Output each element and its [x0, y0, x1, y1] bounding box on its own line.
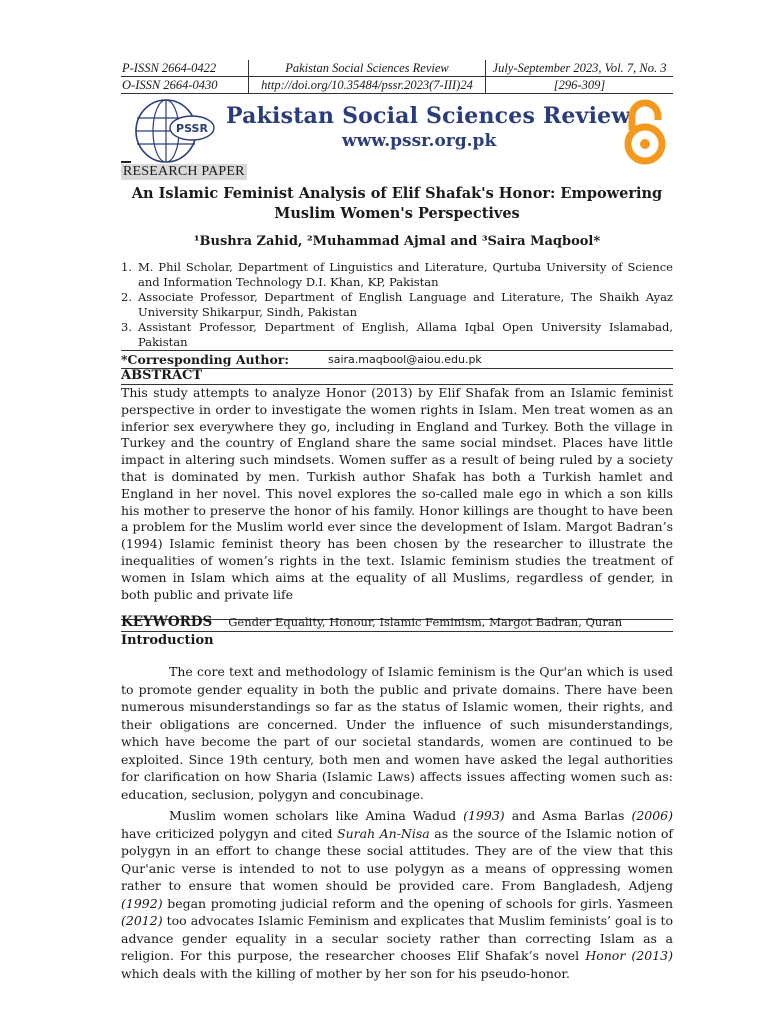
- affiliation-text: Associate Professor, Department of English Language and Literature, The Shaikh Ayaz University Shikarpur, Sindh, Pakistan: [138, 290, 673, 319]
- o-issn: O-ISSN 2664-0430: [121, 77, 249, 93]
- affiliation-item: [121, 260, 673, 290]
- affiliation-text: Assistant Professor, Department of English, Allama Iqbal Open University Islamabad, Pakistan: [138, 320, 673, 349]
- globe-logo-icon: [132, 96, 224, 166]
- journal-url[interactable]: www.pssr.org.pk: [342, 131, 497, 151]
- citation-year: (1992): [121, 895, 163, 911]
- p2-text: as the source of the Islamic notion of polygyn in an effort to change these social attitudes. They are of the view that this Qur'anic verse is intended to not to use polygyn as a means of oppressing women rather to ensure that women should be provided care. From Bangladesh, Adjeng: [121, 825, 674, 893]
- citation-year: (1993): [463, 808, 505, 823]
- doi-link[interactable]: http://doi.org/10.35484/pssr.2023(7-III)24: [249, 77, 486, 93]
- affiliation-text: M. Phil Scholar, Department of Linguistics and Literature, Qurtuba University of Science and Information Technology D.I. Khan, KP, Pakistan: [138, 260, 673, 289]
- keywords-heading: KEYWORDS: [121, 614, 213, 630]
- affiliation-number: 1.: [121, 260, 132, 274]
- introduction-paragraph-1: The core text and methodology of Islamic feminism is the Qur'an which is used to promote gender equality in both the public and private domains. There have been numerous misunderstandings so far as the status of Islamic women, their rights, and their obligations are concerned. Under the influence of such misunderstandings, which have become the part of our societal standards, women are continued to be exploited. Since 19th century, both men and women have asked the legal authorities for clarification on how Sharia (Islamic Laws) affects issues affecting women such as: education, seclusion, polygyn and concubinage.: [121, 664, 673, 802]
- corresponding-author-email[interactable]: saira.maqbool@aiou.edu.pk: [328, 353, 482, 366]
- corresponding-author-label: *Corresponding Author:: [121, 352, 290, 367]
- novel-title: Honor (2013): [585, 948, 673, 963]
- logo-badge-text: PSSR: [176, 122, 208, 135]
- meta-row-1: [121, 60, 673, 77]
- affiliations-list: [121, 260, 673, 350]
- introduction-paragraph-2: [121, 807, 673, 982]
- abstract-text: This study attempts to analyze Honor (2013) by Elif Shafak from an Islamic feminist perspective in order to investigate the women rights in Islam. Men treat women as an inferior sex everywhere they go, including in England and Turkey. Both the village in Turkey and the country of England share the same social mindset. Places have little impact in altering such mindsets. Women suffer as a result of being ruled by a society that is dominated by men. Turkish author Shafak has both a Turkish hamlet and England in her novel. This novel explores the so-called male ego in which a son kills his mother to preserve the honor of his family. Honor killings are thought to have been a problem for the Muslim world ever since the development of Islam. Margot Badran’s (1994) Islamic feminist theory has been chosen by the researcher to illustrate the inequalities of women’s rights in the text. Islamic feminism studies the treatment of women in Islam which aims at the equality of all Muslims, regardless of gender, in both public and private life: [121, 385, 673, 620]
- affiliation-number: 3.: [121, 320, 132, 334]
- author-list: ¹Bushra Zahid, ²Muhammad Ajmal and ³Saira Maqbool*: [193, 234, 601, 249]
- p2-text: began promoting judicial reform and the opening of schools for girls. Yasmeen: [162, 895, 673, 911]
- paper-type-label: RESEARCH PAPER: [123, 164, 245, 179]
- p2-text: and Asma Barlas: [504, 808, 632, 823]
- keywords-text: Gender Equality, Honour, Islamic Feminism, Margot Badran, Quran: [228, 615, 623, 629]
- paper-title: An Islamic Feminist Analysis of Elif Shafak's Honor: Empowering Muslim Women's Perspectives: [131, 185, 663, 222]
- header-rule: [121, 161, 131, 163]
- surah-name: Surah An-Nisa: [337, 825, 430, 841]
- p-issn: P-ISSN 2664-0422: [121, 60, 249, 76]
- issue-info: July-September 2023, Vol. 7, No. 3: [492, 61, 667, 75]
- journal-name-meta: Pakistan Social Sciences Review: [249, 60, 486, 76]
- page-range: [296-309]: [553, 78, 606, 92]
- citation-year: (2006): [631, 808, 674, 823]
- open-access-icon: [612, 98, 676, 166]
- p2-text: Muslim women scholars like Amina Wadud: [169, 808, 464, 823]
- affiliation-item: [121, 320, 673, 350]
- introduction-heading: Introduction: [121, 633, 214, 648]
- affiliation-item: [121, 290, 673, 320]
- meta-row-2: [121, 77, 673, 94]
- header-meta-table: [121, 60, 673, 94]
- p2-text: too advocates Islamic Feminism and explicates that Muslim feminists’ goal is to advance gender equality in a secular society rather than correcting Islam as a religion. For this purpose, the researcher chooses Elif Shafak’s novel: [121, 913, 673, 963]
- keywords-row: [121, 613, 673, 632]
- citation-year: (2012): [121, 913, 163, 928]
- journal-logo-name: Pakistan Social Sciences Review: [226, 103, 631, 129]
- affiliation-number: 2.: [121, 290, 132, 304]
- p2-text: which deals with the killing of mother by her son for his pseudo-honor.: [121, 965, 570, 981]
- abstract-heading: ABSTRACT: [121, 367, 673, 385]
- p2-text: have criticized polygyn and cited: [121, 825, 338, 841]
